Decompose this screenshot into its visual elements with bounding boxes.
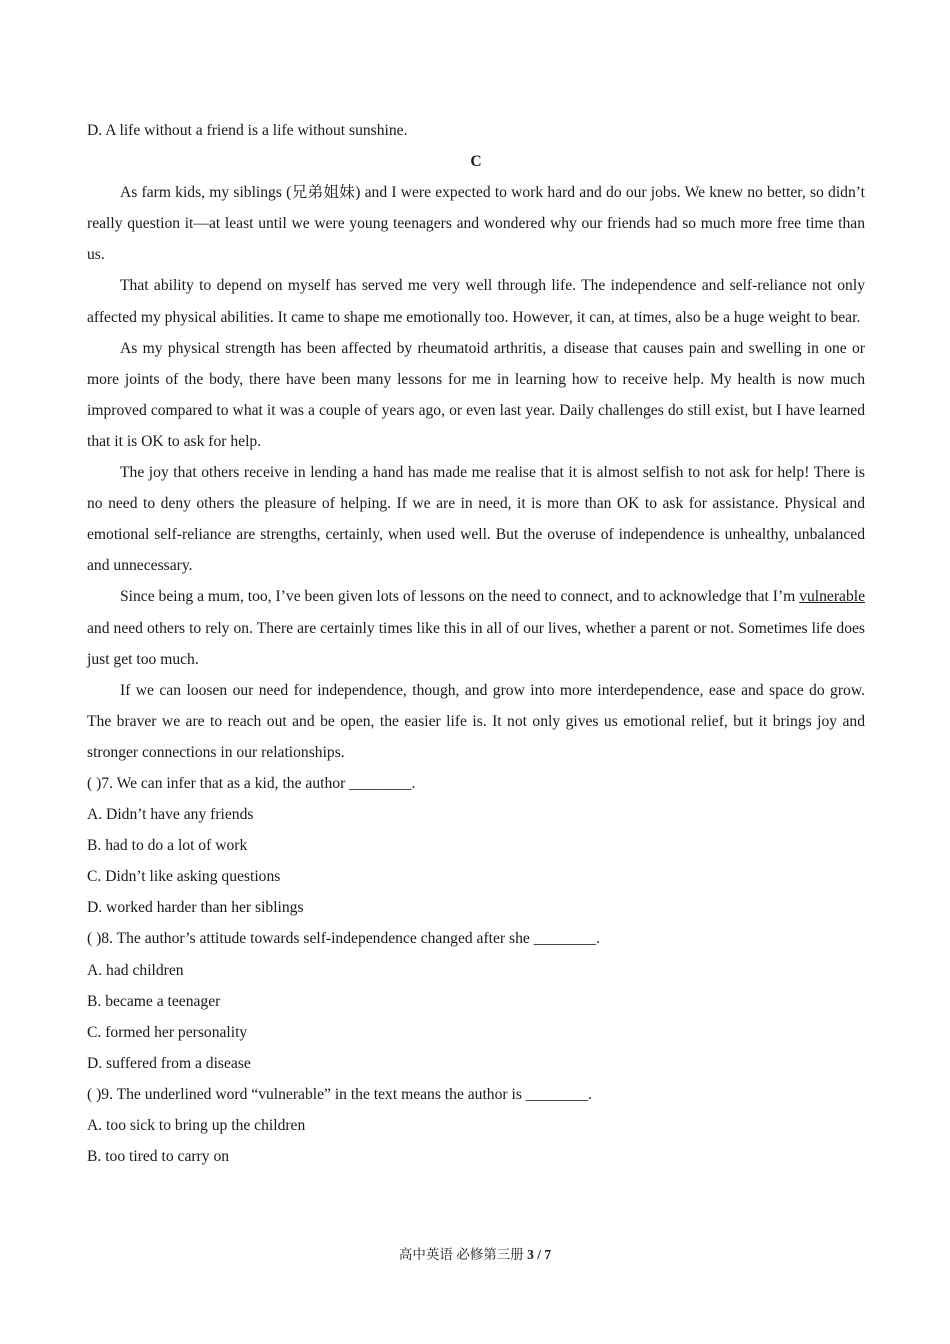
answer-option: A. had children bbox=[87, 961, 184, 979]
paragraph-text: Since being a mum, too, I’ve been given lots of lessons on the need to connect, and to acknowledge that I’m bbox=[120, 588, 800, 606]
answer-option: C. Didn’t like asking questions bbox=[87, 868, 281, 886]
answer-option: B. too tired to carry on bbox=[87, 1148, 230, 1166]
underlined-word: vulnerable bbox=[799, 588, 865, 606]
answer-option: D. worked harder than her siblings bbox=[87, 899, 304, 917]
question-stem: ( )8. The author’s attitude towards self-independence changed after she ________. bbox=[87, 930, 600, 948]
question-stem: ( )9. The underlined word “vulnerable” in the text means the author is ________. bbox=[87, 1085, 593, 1103]
paragraph: The joy that others receive in lending a hand has made me realise that it is almost selfish to not ask for help! There is no need to deny others the pleasure of helping. If we are in need, it is more than OK to ask for assistance. Physical and emotional self-reliance are strengths, certainly, when used well. But the overuse of independence is unhealthy, unbalanced and unnecessary. bbox=[87, 464, 865, 575]
answer-option: A. too sick to bring up the children bbox=[87, 1117, 306, 1134]
paragraph-text: and need others to rely on. There are certainly times like this in all of our lives, whether a parent or not. Sometimes life does just get too much. bbox=[87, 619, 865, 668]
page-number: 3 / 7 bbox=[527, 1247, 552, 1262]
section-heading: C bbox=[470, 153, 482, 171]
paragraph: As farm kids, my siblings (兄弟姐妹) and I were expected to work hard and do our jobs. We knew no better, so didn’t really question it—at least until we were young teenagers and wondered why our friends had so much more free time than us. bbox=[87, 184, 865, 264]
answer-option: B. became a teenager bbox=[87, 992, 221, 1010]
page-footer bbox=[0, 1245, 950, 1265]
document-page bbox=[87, 115, 865, 1172]
option-line: D. A life without a friend is a life without sunshine. bbox=[87, 122, 408, 139]
paragraph bbox=[87, 581, 865, 674]
question-stem: ( )7. We can infer that as a kid, the author ________. bbox=[87, 774, 416, 792]
paragraph: As my physical strength has been affected by rheumatoid arthritis, a disease that causes pain and swelling in one or more joints of the body, there have been many lessons for me in learning how to receive help. My health is now much improved compared to what it was a couple of years ago, or even last year. Daily challenges do still exist, but I have learned that it is OK to ask for help. bbox=[87, 339, 865, 450]
answer-option: D. suffered from a disease bbox=[87, 1054, 251, 1072]
answer-option: A. Didn’t have any friends bbox=[87, 806, 254, 824]
footer-text: 高中英语 必修第三册 bbox=[398, 1247, 528, 1262]
paragraph: That ability to depend on myself has served me very well through life. The independence and self-reliance not only affected my physical abilities. It came to shape me emotionally too. However, it can, at times, also be a huge weight to bear. bbox=[87, 277, 865, 326]
paragraph: If we can loosen our need for independence, though, and grow into more interdependence, ease and space do grow. The braver we are to reach out and be open, the easier life is. It not only gives us emotional relief, but it brings joy and stronger connections in our relationships. bbox=[87, 681, 865, 761]
answer-option: B. had to do a lot of work bbox=[87, 837, 248, 855]
answer-option: C. formed her personality bbox=[87, 1023, 248, 1041]
